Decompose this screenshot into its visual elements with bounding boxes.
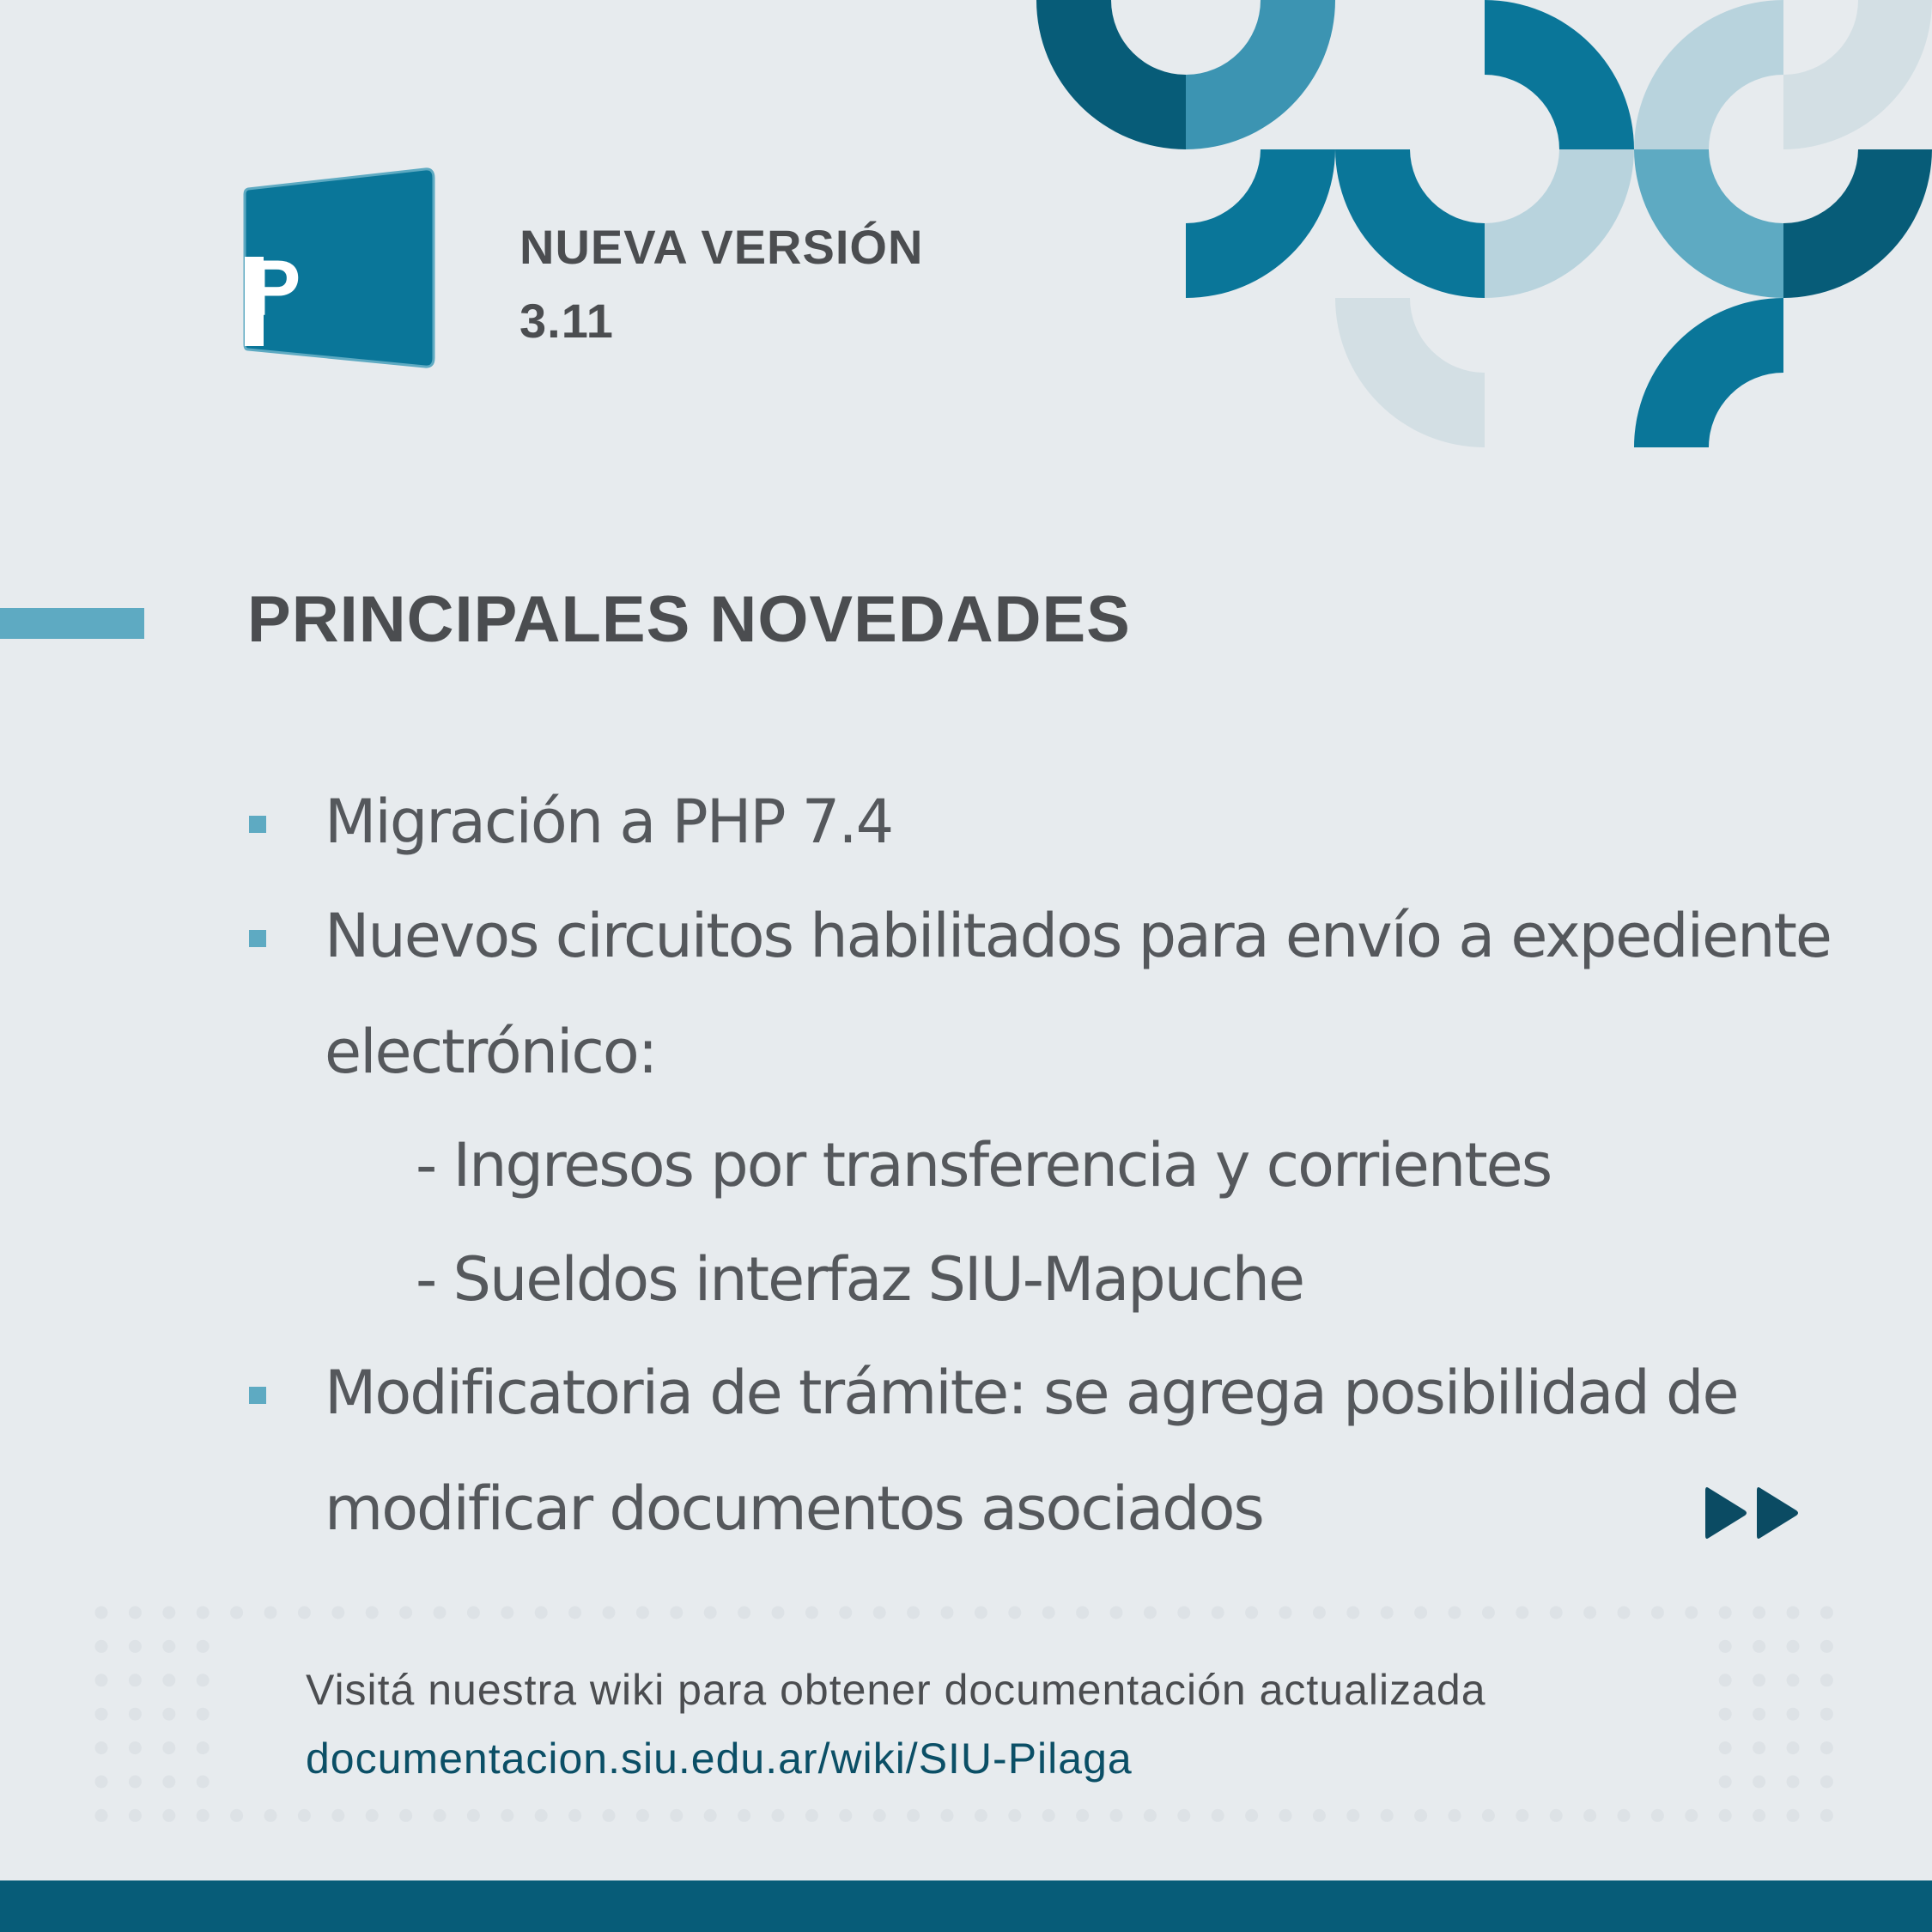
list-item: Migración a PHP 7.4 bbox=[325, 787, 893, 857]
sub-list-item: - Ingresos por transferencia y corrientes bbox=[416, 1130, 1552, 1200]
square-bullet-icon bbox=[249, 816, 266, 833]
bottom-bar bbox=[0, 1880, 1932, 1932]
version-number: 3.11 bbox=[519, 294, 614, 348]
list-item: Modificatoria de trámite: se agrega posibilidad de bbox=[325, 1358, 1738, 1428]
list-item-continuation: modificar documentos asociados bbox=[325, 1473, 1263, 1544]
square-bullet-icon bbox=[249, 930, 266, 947]
logo-letter: P bbox=[248, 245, 301, 332]
fast-forward-icon[interactable] bbox=[1705, 1485, 1803, 1540]
accent-bar bbox=[0, 608, 144, 639]
sub-list-item: - Sueldos interfaz SIU-Mapuche bbox=[416, 1244, 1304, 1315]
pilaga-logo-icon bbox=[243, 167, 437, 368]
list-item: Nuevos circuitos habilitados para envío a expediente bbox=[325, 901, 1831, 971]
footer-text: Visitá nuestra wiki para obtener documentación actualizada bbox=[306, 1666, 1486, 1714]
list-item-continuation: electrónico: bbox=[325, 1017, 657, 1087]
square-bullet-icon bbox=[249, 1387, 266, 1404]
main-heading: PRINCIPALES NOVEDADES bbox=[247, 583, 1131, 656]
decorative-arcs bbox=[1035, 0, 1932, 451]
wiki-link[interactable]: documentacion.siu.edu.ar/wiki/SIU-Pilaga bbox=[306, 1735, 1133, 1783]
version-label: NUEVA VERSIÓN bbox=[519, 220, 924, 274]
version-block bbox=[519, 210, 923, 358]
